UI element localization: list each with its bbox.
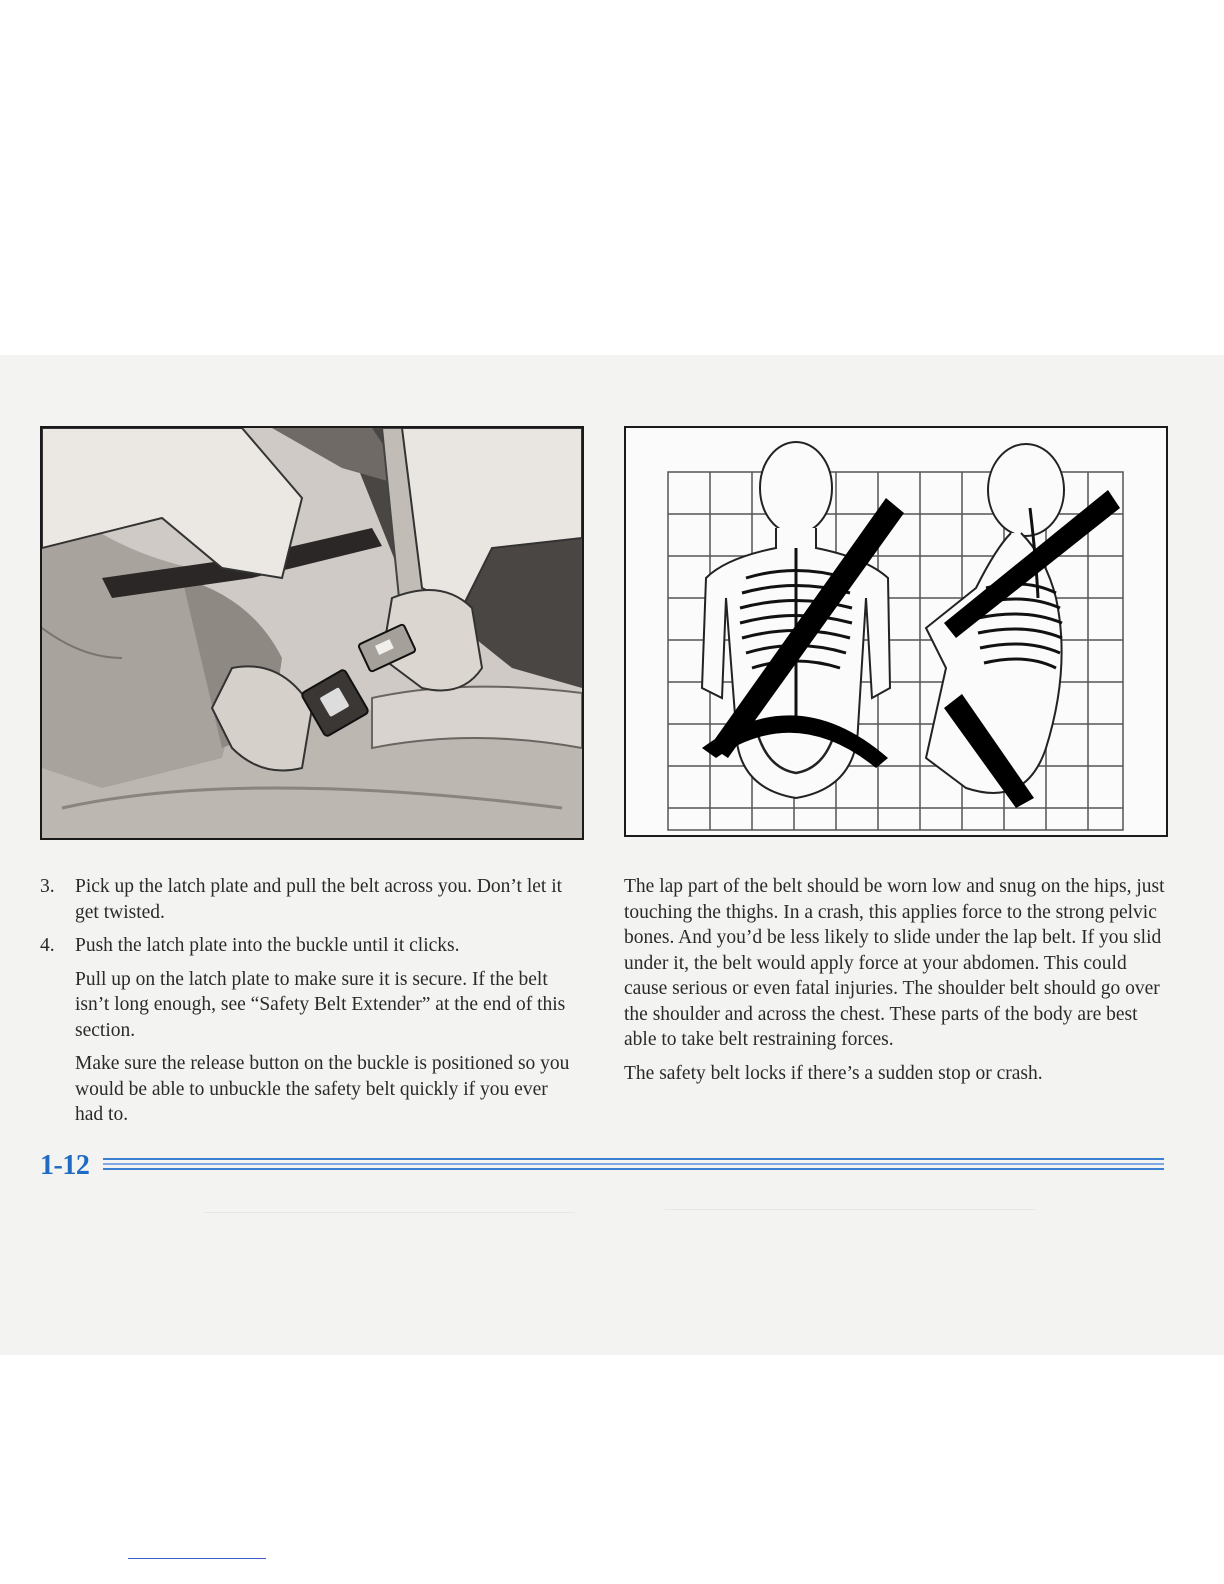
step-text: Push the latch plate into the buckle until it clicks.: [75, 935, 460, 956]
latch-plate-buckling-icon: [42, 428, 582, 838]
right-text-column: [624, 874, 1169, 1094]
scan-artifact-line: [665, 1209, 1035, 1210]
step-3: [40, 874, 580, 925]
left-text-column: [40, 874, 580, 1136]
page-number: 1-12: [40, 1150, 90, 1181]
skeleton-belt-diagram: [624, 426, 1168, 837]
bottom-margin-line: [128, 1558, 266, 1559]
step-number: 4.: [40, 935, 55, 956]
skeleton-safety-belt-icon: [626, 428, 1166, 835]
lap-belt-paragraph: The lap part of the belt should be worn low and snug on the hips, just touching the thighs. In a crash, this applies force to the strong pelvic bones. And you’d be less likely to slide under the lap belt. If you slid under it, the belt would apply force at your abdomen. This could cause serious or even fatal injuries. The shoulder belt should go over the shoulder and across the chest. These parts of the body are best able to take belt restraining forces.: [624, 876, 1165, 1050]
belt-locks-paragraph: The safety belt locks if there’s a sudden stop or crash.: [624, 1062, 1043, 1084]
scan-artifact-line: [205, 1212, 575, 1213]
secure-latch-paragraph: Pull up on the latch plate to make sure it is secure. If the belt isn’t long enough, see “Safety Belt Extender” at the end of this section.: [75, 968, 566, 1041]
footer-rule: [103, 1158, 1164, 1170]
step-text: Pick up the latch plate and pull the belt across you. Don’t let it get twisted.: [75, 876, 563, 923]
step-4: [40, 933, 580, 959]
step-number: 3.: [40, 876, 55, 897]
latch-plate-illustration: [40, 426, 584, 840]
release-button-paragraph: Make sure the release button on the buckle is positioned so you would be able to unbuckle the safety belt quickly if you ever had to.: [75, 1053, 570, 1125]
